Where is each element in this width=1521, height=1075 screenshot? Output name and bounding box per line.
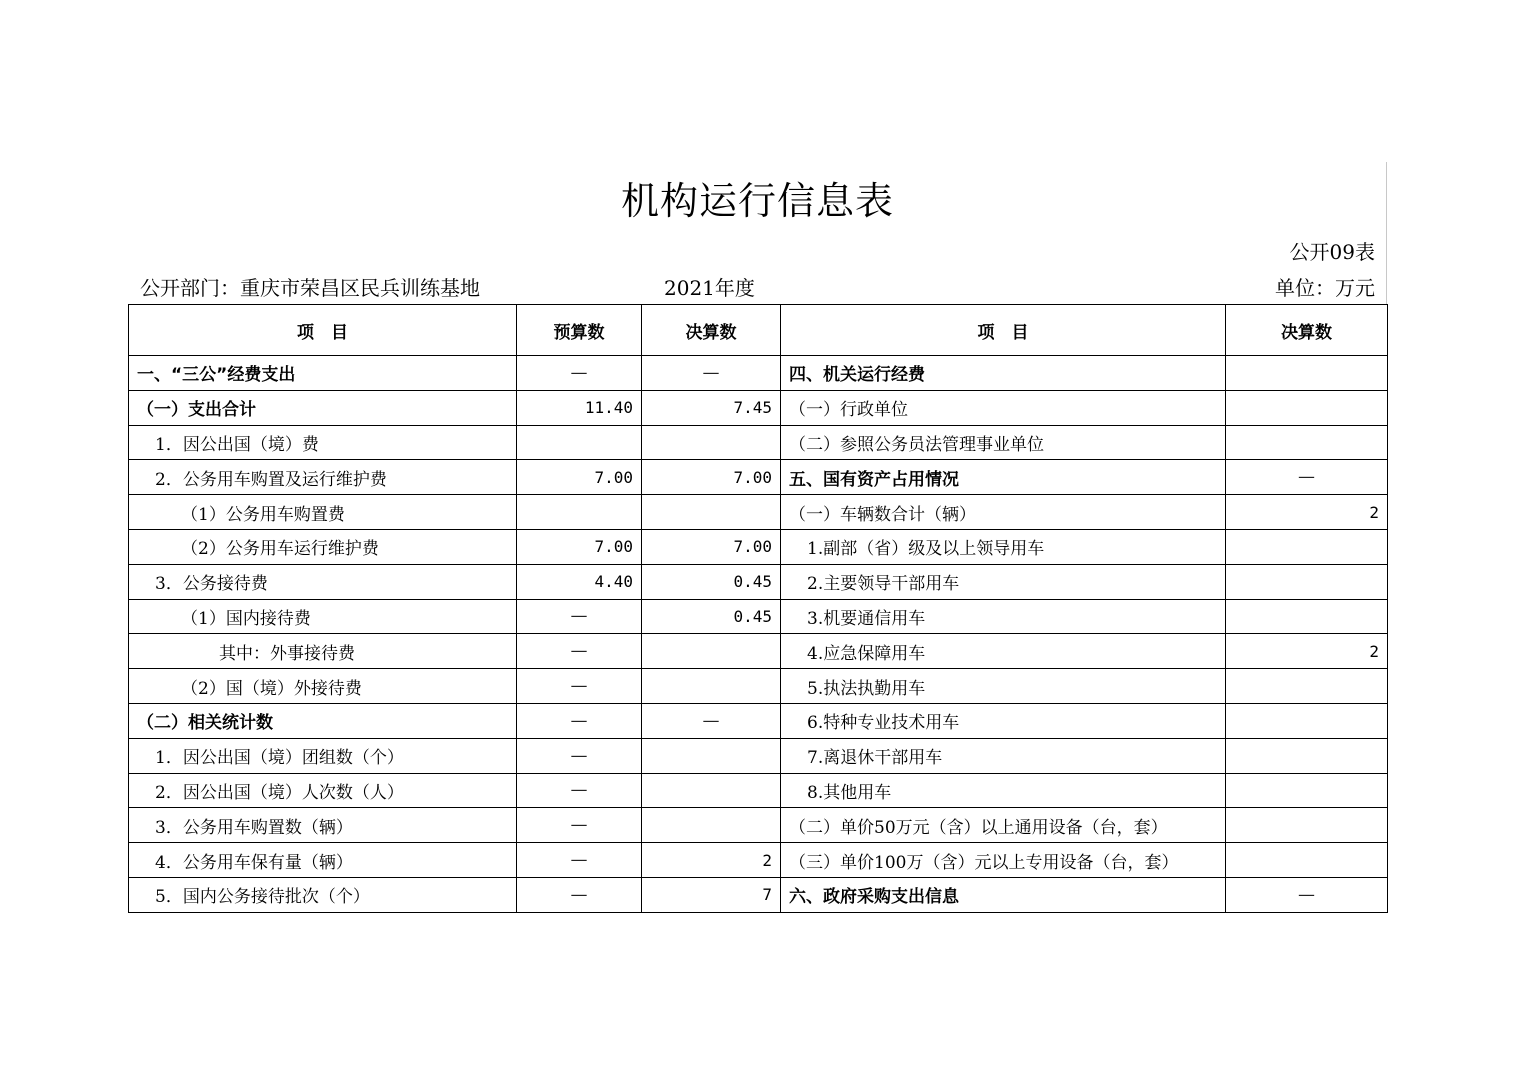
row-final: 7.00	[642, 529, 781, 564]
table-row	[129, 877, 1388, 912]
row-right-final: —	[1226, 877, 1388, 912]
row-final	[642, 634, 781, 669]
row-budget: —	[517, 703, 642, 738]
row-budget: —	[517, 877, 642, 912]
fiscal-year: 2021年度	[664, 276, 755, 300]
row-left-label: 4．公务用车保有量（辆）	[129, 843, 517, 878]
table-row	[129, 390, 1388, 425]
header-final-right: 决算数	[1226, 305, 1388, 356]
row-right-final: 2	[1226, 495, 1388, 530]
row-final	[642, 808, 781, 843]
row-right-final	[1226, 564, 1388, 599]
table-row	[129, 599, 1388, 634]
row-left-label: 5．国内公务接待批次（个）	[129, 877, 517, 912]
form-number: 公开09表	[1289, 240, 1375, 264]
row-right-label: 3.机要通信用车	[781, 599, 1226, 634]
row-right-final	[1226, 390, 1388, 425]
row-left-label: （1）国内接待费	[129, 599, 517, 634]
unit-label: 单位：万元	[1275, 276, 1375, 300]
row-budget: —	[517, 634, 642, 669]
header-item-left: 项 目	[129, 305, 517, 356]
row-final: 7	[642, 877, 781, 912]
row-right-label: 1.副部（省）级及以上领导用车	[781, 529, 1226, 564]
row-right-final	[1226, 356, 1388, 391]
header-budget: 预算数	[517, 305, 642, 356]
row-budget: —	[517, 808, 642, 843]
row-left-label: （一）支出合计	[129, 390, 517, 425]
header-item-right: 项 目	[781, 305, 1226, 356]
row-right-label: 五、国有资产占用情况	[781, 460, 1226, 495]
row-final: 0.45	[642, 599, 781, 634]
row-right-final: 2	[1226, 634, 1388, 669]
row-left-label: 2．公务用车购置及运行维护费	[129, 460, 517, 495]
row-right-label: 7.离退休干部用车	[781, 738, 1226, 773]
row-right-final	[1226, 773, 1388, 808]
table-row	[129, 495, 1388, 530]
row-left-label: （2）国（境）外接待费	[129, 669, 517, 704]
row-final	[642, 425, 781, 460]
row-final: —	[642, 356, 781, 391]
row-final: 0.45	[642, 564, 781, 599]
table-row	[129, 634, 1388, 669]
table-row	[129, 738, 1388, 773]
info-table	[128, 304, 1388, 913]
row-budget: —	[517, 669, 642, 704]
table-row	[129, 773, 1388, 808]
row-right-final	[1226, 425, 1388, 460]
header-final-left: 决算数	[642, 305, 781, 356]
row-budget: —	[517, 738, 642, 773]
row-right-label: （一）行政单位	[781, 390, 1226, 425]
row-right-final	[1226, 703, 1388, 738]
page-title: 机构运行信息表	[620, 179, 894, 223]
row-budget: —	[517, 356, 642, 391]
department-label: 公开部门：重庆市荣昌区民兵训练基地	[140, 276, 480, 300]
row-final	[642, 773, 781, 808]
row-final	[642, 495, 781, 530]
row-right-label: 4.应急保障用车	[781, 634, 1226, 669]
row-left-label: （二）相关统计数	[129, 703, 517, 738]
table-row	[129, 425, 1388, 460]
table-row	[129, 460, 1388, 495]
row-right-label: （二）单价50万元（含）以上通用设备（台，套）	[781, 808, 1226, 843]
table-row	[129, 843, 1388, 878]
row-right-final	[1226, 599, 1388, 634]
row-final: 7.45	[642, 390, 781, 425]
row-right-label: 2.主要领导干部用车	[781, 564, 1226, 599]
row-final	[642, 669, 781, 704]
table-row	[129, 564, 1388, 599]
table-row	[129, 669, 1388, 704]
row-budget: —	[517, 599, 642, 634]
row-right-final	[1226, 529, 1388, 564]
row-right-label: （一）车辆数合计（辆）	[781, 495, 1226, 530]
row-right-label: 8.其他用车	[781, 773, 1226, 808]
row-right-label: （二）参照公务员法管理事业单位	[781, 425, 1226, 460]
row-right-final	[1226, 738, 1388, 773]
row-budget	[517, 495, 642, 530]
row-left-label: 3．公务接待费	[129, 564, 517, 599]
table-row	[129, 703, 1388, 738]
row-final	[642, 738, 781, 773]
table-row	[129, 529, 1388, 564]
row-left-label: 其中：外事接待费	[129, 634, 517, 669]
row-left-label: 1．因公出国（境）费	[129, 425, 517, 460]
row-right-final	[1226, 808, 1388, 843]
row-right-label: 6.特种专业技术用车	[781, 703, 1226, 738]
row-budget: 11.40	[517, 390, 642, 425]
table-row	[129, 356, 1388, 391]
row-left-label: 一、“三公”经费支出	[129, 356, 517, 391]
row-budget: 7.00	[517, 460, 642, 495]
row-left-label: 1．因公出国（境）团组数（个）	[129, 738, 517, 773]
row-right-label: 六、政府采购支出信息	[781, 877, 1226, 912]
row-final: 2	[642, 843, 781, 878]
row-right-final	[1226, 843, 1388, 878]
row-left-label: （2）公务用车运行维护费	[129, 529, 517, 564]
row-budget: 7.00	[517, 529, 642, 564]
row-left-label: （1）公务用车购置费	[129, 495, 517, 530]
row-final: 7.00	[642, 460, 781, 495]
table-row	[129, 808, 1388, 843]
row-budget: —	[517, 773, 642, 808]
row-right-label: 5.执法执勤用车	[781, 669, 1226, 704]
row-right-final	[1226, 669, 1388, 704]
row-budget	[517, 425, 642, 460]
row-right-final: —	[1226, 460, 1388, 495]
row-right-label: （三）单价100万（含）元以上专用设备（台，套）	[781, 843, 1226, 878]
row-budget: —	[517, 843, 642, 878]
row-final: —	[642, 703, 781, 738]
table-header-row	[129, 305, 1388, 356]
row-right-label: 四、机关运行经费	[781, 356, 1226, 391]
row-left-label: 3．公务用车购置数（辆）	[129, 808, 517, 843]
row-budget: 4.40	[517, 564, 642, 599]
row-left-label: 2．因公出国（境）人次数（人）	[129, 773, 517, 808]
